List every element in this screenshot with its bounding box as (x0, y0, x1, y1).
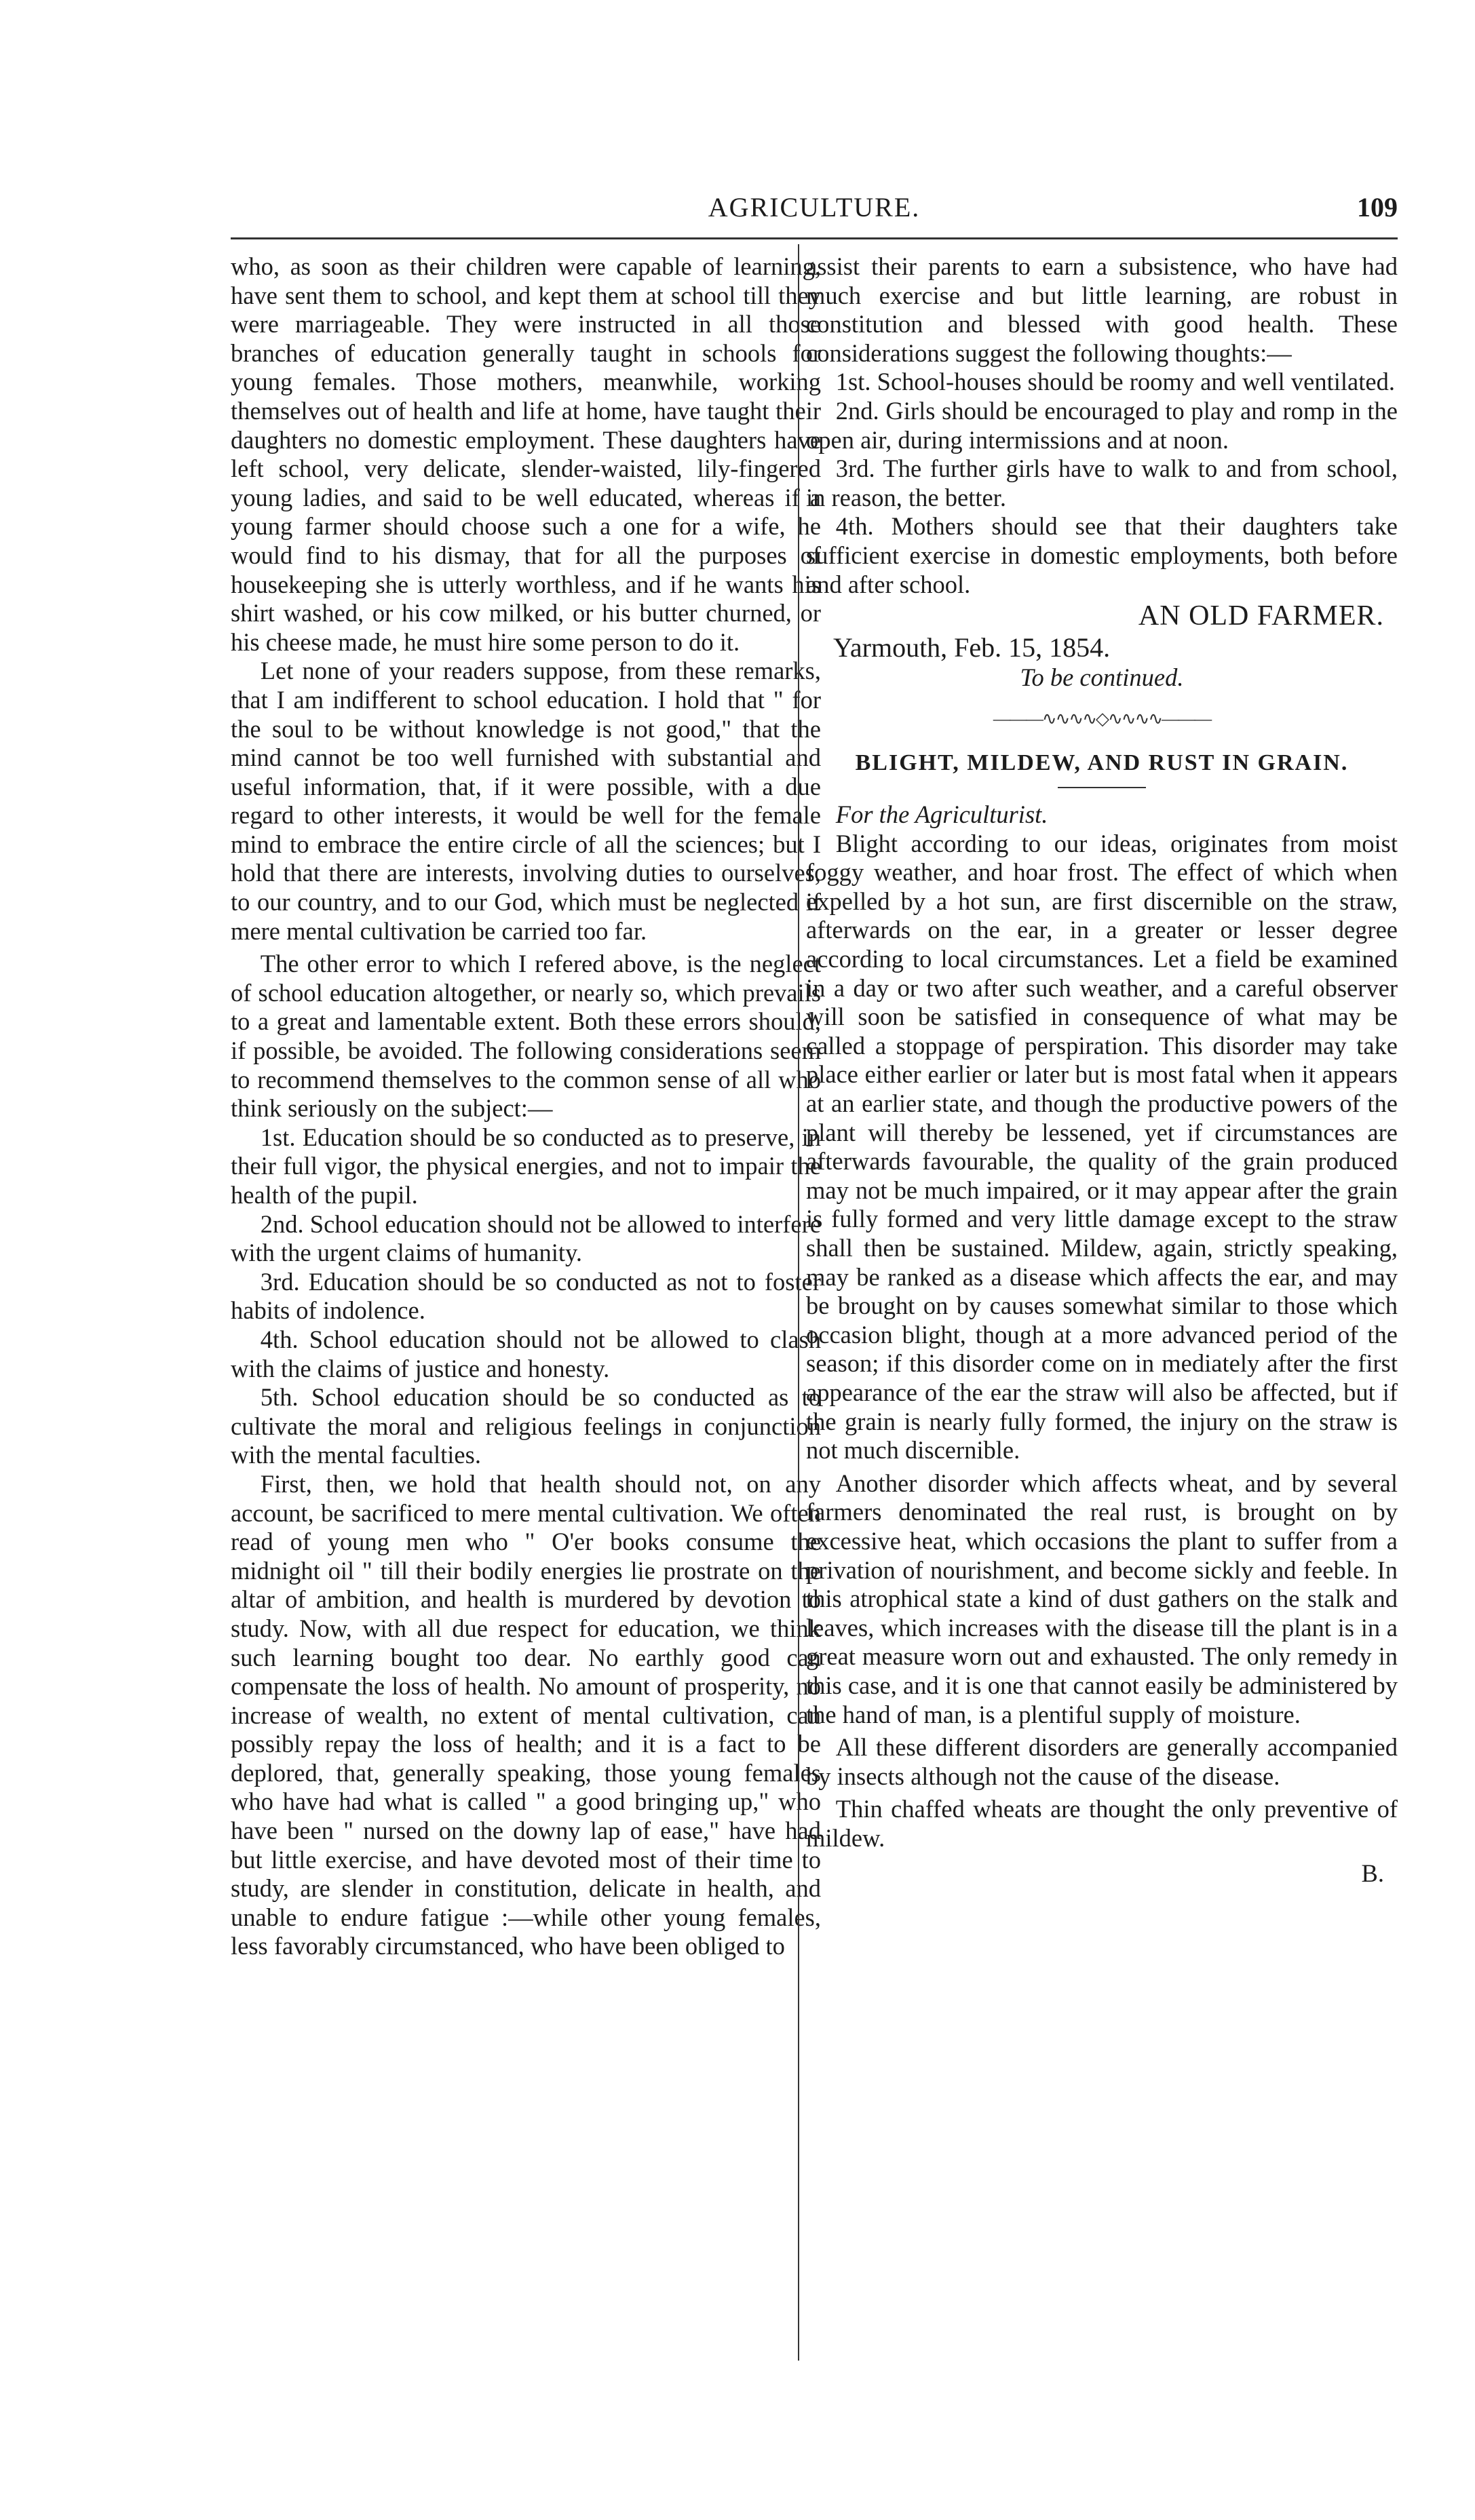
column-divider (798, 244, 799, 2361)
page-header (231, 191, 1398, 232)
page-number: 109 (1357, 192, 1398, 222)
list-item: 2nd. Girls should be encouraged to play and romp in the open air, during intermissions and at noon. (806, 396, 1398, 454)
list-item: 2nd. School education should not be allowed to interfere with the urgent claims of humanity. (231, 1209, 821, 1267)
header-rule (231, 237, 1398, 239)
article-source: For the Agriculturist. (835, 800, 1048, 829)
title-rule (1058, 787, 1146, 788)
list-item: 3rd. Education should be so conducted as not to foster habits of indolence. (231, 1267, 821, 1325)
author-signature: AN OLD FARMER. (1138, 600, 1384, 632)
paragraph: The other error to which I refered above, is the neglect of school education altogether, or nearly so, which prevails to a great and lamentable extent. Both these errors should, if possible, be avoided. The following considerations seem to recommend themselves to the common sense of all who think seriously on the subject:— (231, 950, 821, 1123)
running-title: AGRICULTURE. (708, 192, 921, 222)
author-initial: B. (1361, 1859, 1384, 1888)
paragraph: Another disorder which affects wheat, and by several farmers denominated the real rust, is brought on by excessive heat, which occasions the plant to suffer from a privation of nourishment, and become sickly and feeble. In this atrophical state a kind of dust gathers on the stalk and leaves, which increases with the disease till the plant is in a great measure worn out and exhausted. The only remedy in this case, and it is one that cannot easily be administered by the hand of man, is a plentiful supply of moisture. (806, 1469, 1398, 1728)
left-column (231, 252, 821, 2348)
list-item: 1st. Education should be so conducted as to preserve, in their full vigor, the physical energies, and not to impair the health of the pupil. (231, 1123, 821, 1209)
paragraph: Thin chaffed wheats are thought the only preventive of mildew. (806, 1795, 1398, 1852)
paragraph: All these different disorders are generally accompanied by insects although not the cause of the disease. (806, 1733, 1398, 1790)
right-column (806, 252, 1398, 2348)
list-item: 5th. School education should be so conducted as to cultivate the moral and religious feelings in conjunction with the mental faculties. (231, 1383, 821, 1469)
list-item: 4th. School education should not be allowed to clash with the claims of justice and honesty. (231, 1325, 821, 1382)
dateline: Yarmouth, Feb. 15, 1854. (833, 632, 1111, 663)
article-title: BLIGHT, MILDEW, AND RUST IN GRAIN. (855, 750, 1349, 775)
list-item: 4th. Mothers should see that their daughters take sufficient exercise in domestic employments, both before and after school. (806, 512, 1398, 598)
ornament-divider: ———∿∿∿∿◇∿∿∿∿——— (993, 708, 1211, 729)
paragraph: assist their parents to earn a subsistence, who have had much exercise and but little learning, are robust in constitution and blessed with good health. These considerations suggest the following thoughts:— (806, 252, 1398, 367)
continued-note: To be continued. (1020, 663, 1184, 692)
paragraph: Let none of your readers suppose, from these remarks, that I am indifferent to school education. I hold that " for the soul to be without knowledge is not good," that the mind cannot be too well furnished with substantial and useful information, that, if it were possible, with a due regard to other interests, it would be well for the female mind to embrace the entire circle of all the sciences; but I hold that there are interests, involving duties to ourselves, to our country, and to our God, which must be neglected if mere mental cultivation be carried too far. (231, 657, 821, 945)
list-item: 1st. School-houses should be roomy and well ventilated. (835, 368, 1395, 396)
paragraph: who, as soon as their children were capable of learning, have sent them to school, and kept them at school till they were marriageable. They were instructed in all those branches of education generally taught in schools for young females. Those mothers, meanwhile, working themselves out of health and life at home, have taught their daughters no domestic employment. These daughters have left school, very delicate, slender-waisted, lily-fingered young ladies, and said to be well educated, whereas if a young farmer should choose such a one for a wife, he would find to his dismay, that for all the purposes of housekeeping she is utterly worthless, and if he wants his shirt washed, or his cow milked, or his butter churned, or his cheese made, he must hire some person to do it. (231, 252, 821, 656)
list-item: 3rd. The further girls have to walk to and from school, in reason, the better. (806, 454, 1398, 511)
paragraph: First, then, we hold that health should not, on any account, be sacrificed to mere mental cultivation. We often read of young men who " O'er books consume the midnight oil " till their bodily energies lie prostrate on the altar of ambition, and health is murdered by devotion to study. Now, with all due respect for education, we think such learning bought too dear. No earthly good can compensate the loss of health. No amount of prosperity, no increase of wealth, no extent of mental cultivation, can possibly repay the loss of health; and it is a fact to be deplored, that, generally speaking, those young females who have had what is called " a good bringing up," who have been " nursed on the downy lap of ease," have had but little exercise, and have devoted most of their time to study, are slender in constitution, delicate in health, and unable to endure fatigue :—while other young females, less favorably circumstanced, who have been obliged to (231, 1469, 821, 1960)
paragraph: Blight according to our ideas, originates from moist foggy weather, and hoar frost. The effect of which when expelled by a hot sun, are first discernible on the straw, afterwards on the ear, in a greater or lesser degree according to local circumstances. Let a field be examined in a day or two after such weather, and a careful observer will soon be satisfied in consequence of what may be called a stoppage of perspiration. This disorder may take place either earlier or later but is most fatal when it appears at an earlier state, and though the productive powers of the plant will thereby be lessened, yet if circumstances are afterwards favourable, the quality of the grain produced may not be much impaired, or it may appear after the grain is fully formed and very little damage except to the straw shall then be sustained. Mildew, again, strictly speaking, may be ranked as a disease which affects the ear, and may be brought on by causes somewhat similar to those which occasion blight, though at a more advanced period of the season; if this disorder come on in mediately after the first appearance of the ear the straw will also be affected, but if the grain is nearly fully formed, the injury on the straw is not much discernible. (806, 829, 1398, 1465)
